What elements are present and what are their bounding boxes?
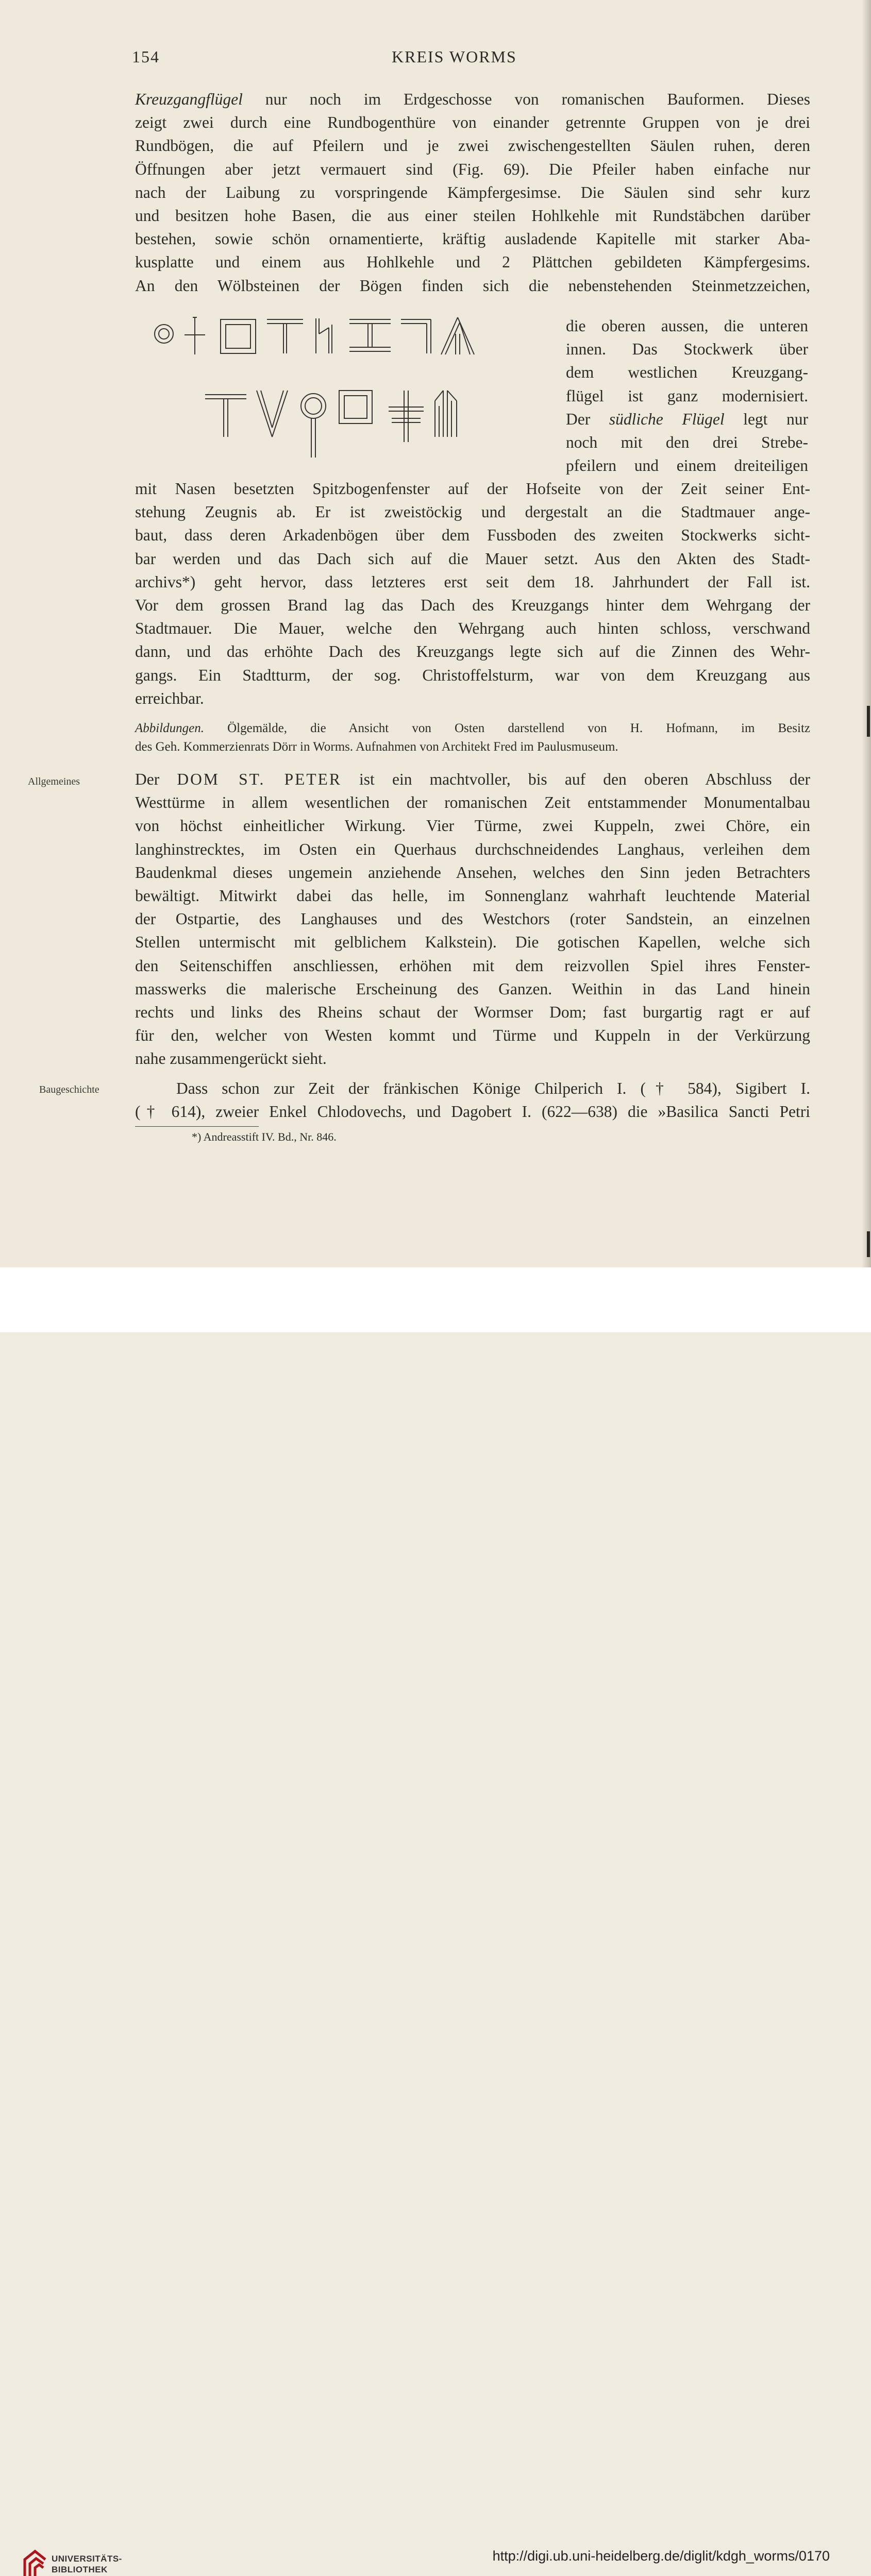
text-run: archivs*) geht hervor, dass letzteres erst seit dem 18. Jahrhundert der Fall ist.	[135, 572, 810, 591]
text-line	[135, 814, 810, 837]
library-logo-icon	[21, 2544, 49, 2576]
paragraph-suedlicher-fluegel	[135, 477, 810, 710]
text-line	[135, 640, 810, 663]
text-line	[135, 134, 810, 157]
text-line	[566, 408, 808, 431]
text-line	[135, 523, 810, 547]
text-run: Der	[135, 770, 177, 788]
text-line	[135, 181, 810, 204]
text-line	[135, 1001, 810, 1024]
mark-key	[301, 394, 326, 457]
text-line	[135, 570, 810, 594]
text-run: rechts und links des Rheins schaut der Wormser Dom; fast burgartig ragt er auf	[135, 1003, 810, 1022]
text-run: Der	[566, 410, 609, 428]
text-line	[135, 838, 810, 861]
text-run: bewältigt. Mitwirkt dabei das helle, im Sonnenglanz wahrhaft leuchtende Material	[135, 887, 810, 905]
text-run: pfeilern und einem dreiteiligen	[566, 456, 808, 475]
text-line	[135, 227, 810, 250]
text-line	[135, 250, 810, 274]
paragraph-baugeschichte	[135, 1077, 810, 1123]
mark-square2	[339, 391, 372, 423]
text-run: flügel ist ganz modernisiert.	[566, 386, 808, 405]
book-page	[0, 0, 871, 1267]
text-run: den Seitenschiffen anschliessen, erhöhen mit dem reizvollen Spiel ihres Fenster-	[135, 956, 810, 975]
text-run: Rundbögen, die auf Pfeilern und je zwei zwischengestellten Säulen ruhen, deren	[135, 137, 810, 155]
italic-text: Kreuzgangflügel	[135, 90, 243, 108]
text-run: dem westlichen Kreuzgang-	[566, 363, 808, 382]
text-line	[135, 907, 810, 930]
mark-m	[435, 391, 457, 437]
text-line	[135, 664, 810, 687]
footnote-rule	[135, 1126, 259, 1127]
text-line	[135, 719, 810, 738]
text-line	[566, 454, 808, 477]
text-run: Vor dem grossen Brand lag das Dach des Kreuzgangs hinter dem Wehrgang der	[135, 596, 810, 615]
text-line	[135, 1024, 810, 1047]
edge-mark	[867, 706, 870, 737]
mark-v	[257, 391, 288, 437]
margin-note-allgemeines: Allgemeines	[28, 776, 80, 787]
page-number: 154	[132, 47, 160, 66]
text-run: erreichbar.	[135, 689, 204, 707]
text-run: Dass schon zur Zeit der fränkischen Könige Chilperich I. († 584), Sigibert I.	[176, 1079, 810, 1097]
text-run: für den, welcher von Westen kommt und Türme und Kuppeln in der Verkürzung	[135, 1026, 810, 1045]
paragraph-dom-st-peter	[135, 768, 810, 1071]
text-run: Ölgemälde, die Ansicht von Osten darstellend von H. Hofmann, im Besitz	[204, 721, 810, 735]
text-line	[135, 738, 810, 756]
text-line	[135, 977, 810, 1001]
text-run: Baudenkmal dieses ungemein anziehende Ansehen, welches den Sinn jeden Betrachters	[135, 863, 810, 882]
edge-mark	[867, 1231, 870, 1257]
mark-cross	[185, 317, 205, 354]
text-line	[135, 547, 810, 570]
stonemason-marks-figure	[148, 313, 550, 478]
side-text-block	[566, 314, 808, 477]
text-run: nahe zusammengerückt sieht.	[135, 1049, 327, 1068]
mark-t2	[205, 395, 246, 437]
text-run: kusplatte und einem aus Hohlkehle und 2 Plättchen gebildeten Kämpfergesims.	[135, 253, 810, 272]
mark-a	[441, 317, 474, 354]
text-line	[135, 861, 810, 884]
library-name: UNIVERSITÄTS- BIBLIOTHEK	[52, 2554, 122, 2574]
text-line	[135, 954, 810, 977]
running-title: KREIS WORMS	[392, 47, 517, 66]
text-run: († 614), zweier Enkel Chlodovechs, und Dagobert I. (622—638) die »Basilica Sancti Petri	[135, 1103, 810, 1121]
text-run: noch mit den drei Strebe-	[566, 433, 808, 452]
text-line	[566, 337, 808, 361]
italic-text: Abbildungen.	[135, 721, 205, 735]
text-run: des Geh. Kommerzienrats Dörr in Worms. Aufnahmen von Architekt Fred im Paulusmuseum.	[135, 740, 618, 754]
text-run: von höchst einheitlicher Wirkung. Vier Türme, zwei Kuppeln, zwei Chöre, ein	[135, 817, 810, 835]
text-run: zeigt zwei durch eine Rundbogenthüre von einander getrennte Gruppen von je drei	[135, 113, 810, 132]
text-line	[135, 1100, 810, 1123]
text-line	[135, 791, 810, 814]
text-run: bestehen, sowie schön ornamentierte, kräftig ausladende Kapitelle mit starker Aba-	[135, 230, 810, 248]
illustrations-note	[135, 719, 810, 756]
mark-double-cross	[389, 391, 424, 442]
text-line	[135, 500, 810, 523]
text-run: baut, dass deren Arkadenbögen über dem Fussboden des zweiten Stockwerks sicht-	[135, 526, 810, 545]
text-run: nur noch im Erdgeschosse von romanischen Bauformen. Dieses	[242, 90, 810, 108]
mark-t	[267, 319, 303, 353]
text-line	[566, 314, 808, 337]
text-run: die oberen aussen, die unteren	[566, 317, 808, 335]
source-url-link[interactable]: http://digi.ub.uni-heidelberg.de/diglit/kdgh_worms/0170	[492, 2548, 830, 2564]
text-line	[135, 111, 810, 134]
mark-square	[221, 319, 256, 353]
text-run: und besitzen hohe Basen, die aus einer steilen Hohlkehle mit Rundstäbchen darüber	[135, 207, 810, 225]
italic-text: südliche Flügel	[609, 410, 725, 428]
mark-circle	[155, 325, 173, 343]
text-run: Stellen untermischt mit gelblichem Kalkstein). Die gotischen Kapellen, welche sich	[135, 933, 810, 952]
text-run: gangs. Ein Stadtturm, der sog. Christoffelsturm, war von dem Kreuzgang aus	[135, 666, 810, 684]
text-run: Stadtmauer. Die Mauer, welche den Wehrgang auch hinten schloss, verschwand	[135, 619, 810, 638]
text-run: langhinstrecktes, im Osten ein Querhaus durchschneidendes Langhaus, verleihen dem	[135, 840, 810, 858]
text-run: An den Wölbsteinen der Bögen finden sich die nebenstehenden Steinmetzzeichen,	[135, 276, 810, 295]
text-line	[135, 617, 810, 640]
margin-note-baugeschichte: Baugeschichte	[39, 1084, 99, 1095]
text-run: ist ein machtvoller, bis auf den oberen Abschluss der	[341, 770, 810, 788]
text-line	[135, 594, 810, 617]
paragraph-kreuzgang	[135, 88, 810, 297]
text-line	[135, 88, 810, 111]
text-line	[135, 1047, 810, 1070]
text-run: legt nur	[724, 410, 808, 428]
text-run: Westtürme in allem wesentlichen der romanischen Zeit entstammender Monumentalbau	[135, 793, 810, 812]
text-line	[135, 884, 810, 907]
text-line	[135, 158, 810, 181]
text-line	[135, 274, 810, 297]
footnote: *) Andreasstift IV. Bd., Nr. 846.	[192, 1130, 337, 1143]
text-run: der Ostpartie, des Langhauses und des Westchors (roter Sandstein, an einzelnen	[135, 910, 810, 928]
text-line	[135, 477, 810, 500]
text-line	[135, 204, 810, 227]
text-run: dann, und das erhöhte Dach des Kreuzgangs legte sich auf die Zinnen des Wehr-	[135, 642, 810, 661]
text-run: bar werden und das Dach sich auf die Mauer setzt. Aus den Akten des Stadt-	[135, 549, 810, 568]
text-line	[135, 768, 810, 791]
mark-gamma	[401, 319, 431, 353]
text-run: mit Nasen besetzten Spitzbogenfenster auf der Hofseite von der Zeit seiner Ent-	[135, 480, 810, 498]
mark-hook	[316, 318, 332, 353]
text-line	[566, 361, 808, 384]
text-run: masswerks die malerische Erscheinung des Ganzen. Weithin in das Land hinein	[135, 979, 810, 998]
text-line	[566, 384, 808, 408]
text-run: innen. Das Stockwerk über	[566, 340, 808, 359]
text-line	[135, 1077, 810, 1100]
text-run: Öffnungen aber jetzt vermauert sind (Fig. 69). Die Pfeiler haben einfache nur	[135, 160, 810, 178]
text-run: nach der Laibung zu vorspringende Kämpfergesimse. Die Säulen sind sehr kurz	[135, 183, 810, 201]
digitization-footer	[0, 1267, 871, 2574]
mark-i-beam	[349, 319, 391, 351]
text-run: stehung Zeugnis ab. Er ist zweistöckig und dergestalt an die Stadtmauer ange-	[135, 503, 810, 521]
text-line	[135, 930, 810, 954]
text-line	[566, 431, 808, 454]
spaced-caps-text: DOM ST. PETER	[177, 770, 342, 788]
page-edge-shadow	[862, 0, 871, 1267]
text-line	[135, 687, 810, 710]
